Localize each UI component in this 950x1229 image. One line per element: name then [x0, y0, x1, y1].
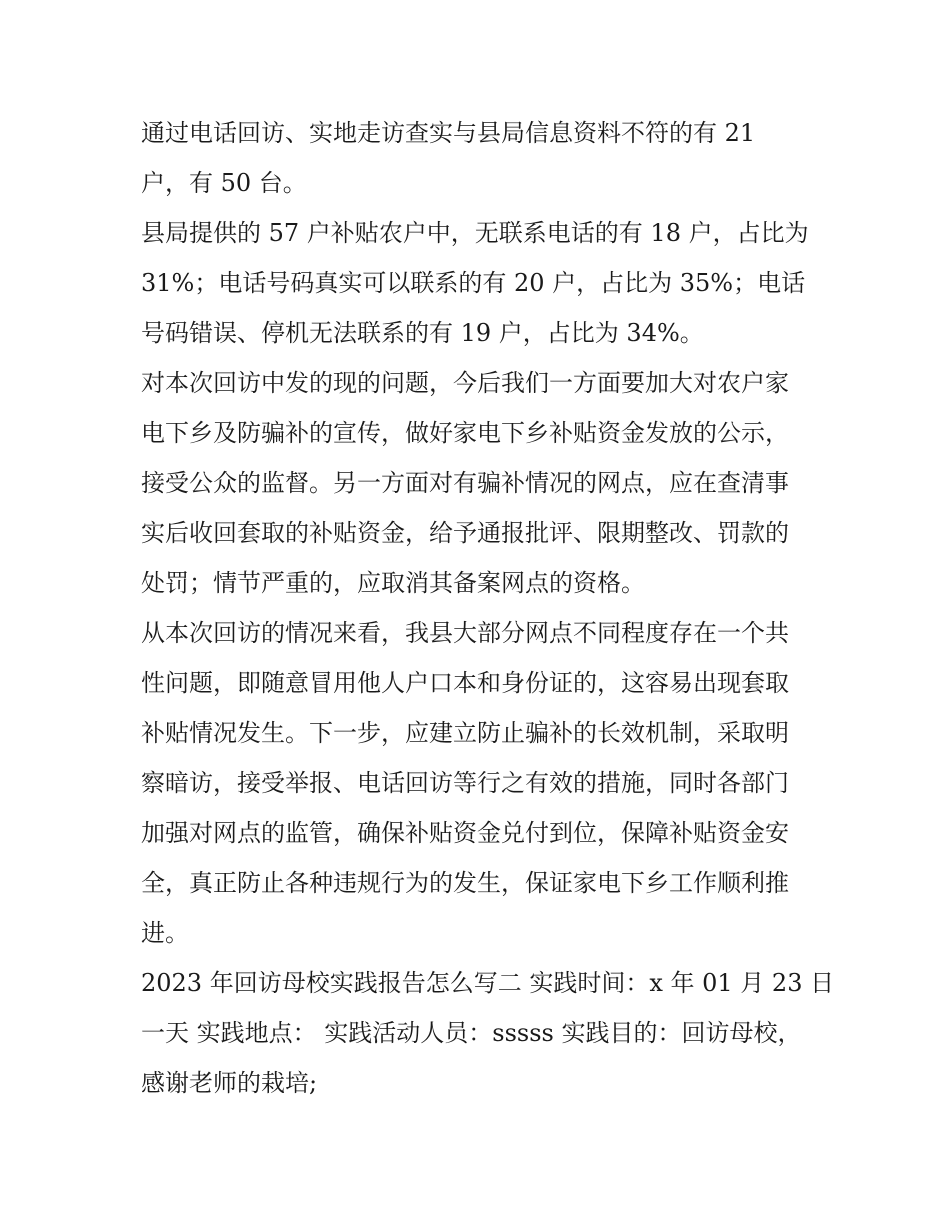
paragraph-publicity-measures: [141, 358, 821, 608]
text-line: 31%；电话号码真实可以联系的有 20 户，占比为 35%；电话: [141, 269, 806, 297]
text-line: 察暗访，接受举报、电话回访等行之有效的措施，同时各部门: [141, 769, 789, 797]
text-line: 通过电话回访、实地走访查实与县局信息资料不符的有 21: [141, 119, 756, 147]
text-line: 县局提供的 57 户补贴农户中，无联系电话的有 18 户，占比为: [141, 219, 809, 247]
text-line: 对本次回访中发的现的问题，今后我们一方面要加大对农户家: [141, 369, 789, 397]
text-line: 接受公众的监督。另一方面对有骗补情况的网点，应在查清事: [141, 469, 789, 497]
text-line: 电下乡及防骗补的宣传，做好家电下乡补贴资金发放的公示，: [141, 419, 789, 447]
text-line: 户，有 50 台。: [141, 169, 307, 197]
text-line: 一天 实践地点： 实践活动人员：sssss 实践目的：回访母校，: [141, 1019, 802, 1047]
text-line: 性问题，即随意冒用他人户口本和身份证的，这容易出现套取: [141, 669, 789, 697]
text-line: 感谢老师的栽培;: [141, 1069, 318, 1097]
text-line: 加强对网点的监管，确保补贴资金兑付到位，保障补贴资金安: [141, 819, 789, 847]
text-line: 处罚；情节严重的，应取消其备案网点的资格。: [141, 569, 645, 597]
text-line: 实后收回套取的补贴资金，给予通报批评、限期整改、罚款的: [141, 519, 789, 547]
document-body: [141, 108, 835, 1108]
text-line: 补贴情况发生。下一步，应建立防止骗补的长效机制，采取明: [141, 719, 789, 747]
paragraph-long-term-mechanism: [141, 608, 821, 958]
text-line: 号码错误、停机无法联系的有 19 户，占比为 34%。: [141, 319, 704, 347]
text-line: 进。: [141, 919, 189, 947]
paragraph-contact-statistics: [141, 208, 821, 358]
text-line: 2023 年回访母校实践报告怎么写二 实践时间：x 年 01 月 23 日: [141, 969, 835, 997]
paragraph-practice-report-intro: [141, 958, 835, 1108]
paragraph-survey-mismatch: [141, 108, 821, 208]
text-line: 从本次回访的情况来看，我县大部分网点不同程度存在一个共: [141, 619, 789, 647]
text-line: 全，真正防止各种违规行为的发生，保证家电下乡工作顺利推: [141, 869, 789, 897]
